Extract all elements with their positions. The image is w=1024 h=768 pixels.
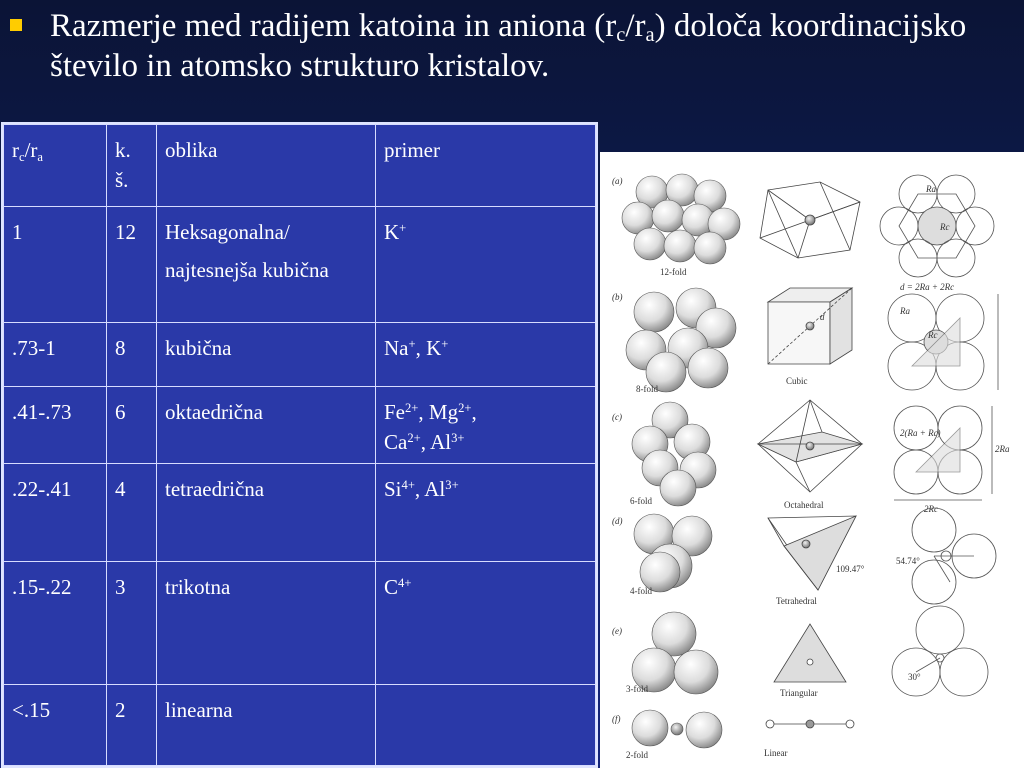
sphere-packing-4-fold (634, 514, 712, 592)
octahedral-diagram (758, 400, 862, 492)
cell-shape: linearna (157, 685, 376, 766)
geometry-label-linear: Linear (764, 748, 788, 758)
dimension-label-b: d = 2Ra + 2Rc (900, 282, 955, 292)
table-row (4, 387, 596, 464)
fold-label-3: 3-fold (626, 684, 648, 694)
coordination-geometry-figure (600, 152, 1024, 768)
sphere-packing-8-fold (626, 288, 736, 392)
octahedral-cross-section-diagram (894, 406, 992, 500)
table-row (4, 685, 596, 766)
cell-shape: tetraedrična (157, 464, 376, 562)
header-example: primer (376, 125, 596, 207)
cell-ratio: <.15 (4, 685, 107, 766)
cell-ratio: .41-.73 (4, 387, 107, 464)
sphere-packing-12-fold (622, 174, 740, 264)
label-d-b: d (820, 312, 825, 322)
cell-shape: oktaedrična (157, 387, 376, 464)
fold-label-6: 6-fold (630, 496, 652, 506)
table-row (4, 562, 596, 685)
cell-ratio: .73-1 (4, 323, 107, 387)
slide-title (10, 6, 1010, 86)
cubic-diagram (768, 288, 852, 364)
angle-label-tetrahedral: 109.47° (836, 564, 865, 574)
table-row (4, 323, 596, 387)
dimension-label-c3: 2Rc (924, 504, 938, 514)
cell-coordination-number: 6 (107, 387, 157, 464)
table-row (4, 464, 596, 562)
tetrahedral-diagram (768, 516, 856, 590)
cell-coordination-number: 12 (107, 207, 157, 323)
geometry-label-cubic: Cubic (786, 376, 808, 386)
cell-example (376, 685, 596, 766)
angle-label-54: 54.74° (896, 556, 920, 566)
triangular-cross-section-diagram (892, 606, 988, 696)
label-rc-b: Rc (928, 330, 938, 340)
cell-example: K+ (376, 207, 596, 323)
sphere-packing-6-fold (632, 402, 716, 506)
label-f: (f) (612, 714, 621, 724)
cuboctahedron-diagram (760, 182, 860, 258)
label-a: (a) (612, 176, 623, 186)
cell-shape: kubična (157, 323, 376, 387)
triangular-diagram (774, 624, 846, 682)
angle-label-30: 30° (908, 672, 921, 682)
cell-coordination-number: 2 (107, 685, 157, 766)
bullet-marker (10, 19, 22, 31)
geometry-label-triangular: Triangular (780, 688, 818, 698)
cell-coordination-number: 3 (107, 562, 157, 685)
cell-shape: Heksagonalna/ najtesnejša kubična (157, 207, 376, 323)
coordination-table (3, 124, 596, 766)
label-e: (e) (612, 626, 622, 636)
label-d: (d) (612, 516, 623, 526)
sphere-packing-3-fold (632, 612, 718, 694)
cell-coordination-number: 4 (107, 464, 157, 562)
label-ra-a: Ra (926, 184, 936, 194)
dimension-label-c2: 2Ra (995, 444, 1010, 454)
table-row (4, 207, 596, 323)
cell-coordination-number: 8 (107, 323, 157, 387)
cell-ratio: 1 (4, 207, 107, 323)
tetrahedral-cross-section-diagram (912, 508, 996, 604)
linear-diagram (766, 720, 854, 728)
dimension-label-c1: 2(Ra + Rc) (900, 428, 941, 438)
label-b: (b) (612, 292, 623, 302)
label-c: (c) (612, 412, 622, 422)
fold-label-12: 12-fold (660, 267, 687, 277)
hexagonal-packing-diagram (880, 175, 994, 277)
table-header-row (4, 125, 596, 207)
title-text: Razmerje med radijem katoina in aniona $(r_c/r_a)$ določa koordinacijsko število in atomsko strukturo kristalov. (50, 8, 967, 84)
fold-label-8: 8-fold (636, 384, 658, 394)
cell-example: Na+, K+ (376, 323, 596, 387)
fold-label-2: 2-fold (626, 750, 648, 760)
cell-example: $Si^{4+}$, $Al^{3+}$ (376, 464, 596, 562)
fold-label-4: 4-fold (630, 586, 652, 596)
cell-example: $C^{4+}$ (376, 562, 596, 685)
header-ratio: $r_c/r_a$ (4, 125, 107, 207)
cell-ratio: .15-.22 (4, 562, 107, 685)
label-rc-a: Rc (940, 222, 950, 232)
sphere-packing-2-fold (632, 710, 722, 748)
cell-shape: trikotna (157, 562, 376, 685)
header-coordination-number: k. š. (107, 125, 157, 207)
header-shape: oblika (157, 125, 376, 207)
cell-example: $Fe^{2+}$, $Mg^{2+}$, $Ca^{2+}$, $Al^{3+}$ (376, 387, 596, 464)
geometry-label-tetrahedral: Tetrahedral (776, 596, 817, 606)
geometry-label-octahedral: Octahedral (784, 500, 824, 510)
cell-ratio: .22-.41 (4, 464, 107, 562)
label-ra-b: Ra (900, 306, 910, 316)
